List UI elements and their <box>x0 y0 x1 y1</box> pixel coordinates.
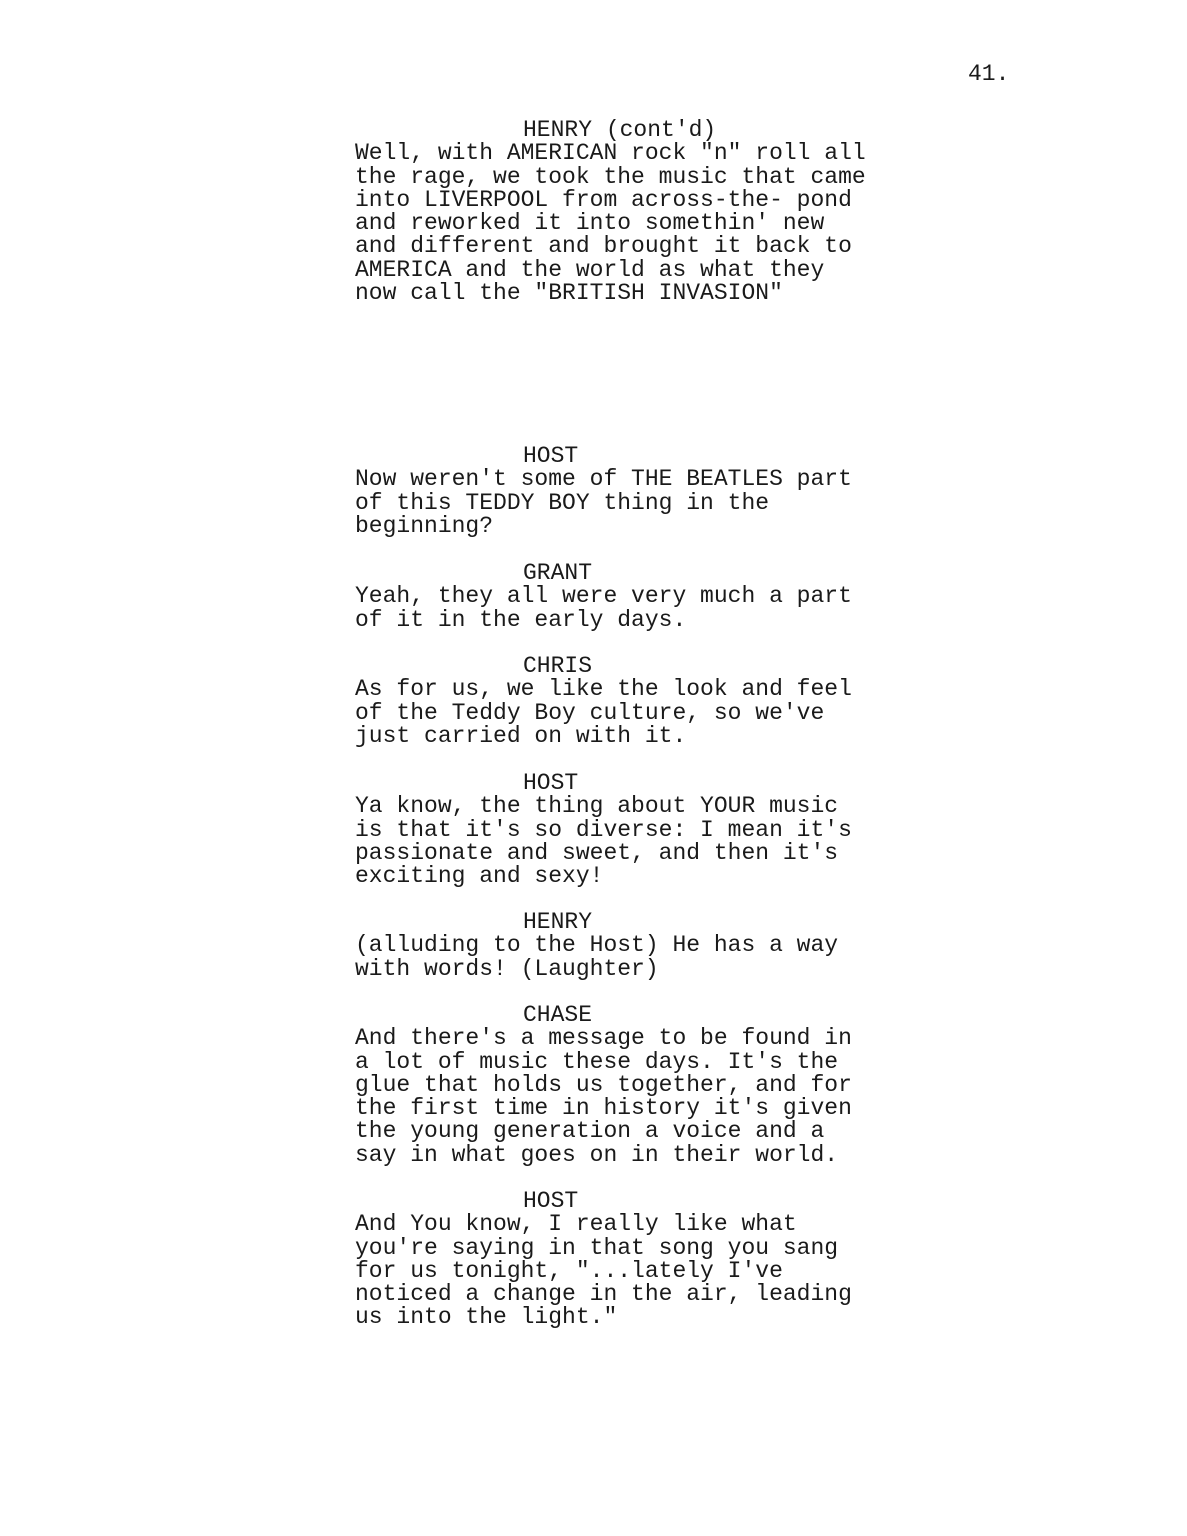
dialogue-line: As for us, we like the look and feel <box>355 676 852 703</box>
dialogue-block <box>355 772 895 888</box>
character-name: HENRY (cont'd) <box>523 117 717 143</box>
dialogue-line: Ya know, the thing about YOUR music <box>355 793 839 820</box>
page-number: 41. <box>968 61 1010 87</box>
dialogue-line: (alluding to the Host) He has a way <box>355 932 839 959</box>
dialogue-line: is that it's so diverse: I mean it's <box>355 816 852 843</box>
dialogue-block <box>355 445 895 538</box>
dialogue-line: of the Teddy Boy culture, so we've <box>355 699 825 726</box>
character-name: CHRIS <box>523 653 593 679</box>
character-name: CHASE <box>523 1002 593 1028</box>
dialogue-line: And You know, I really like what <box>355 1211 797 1238</box>
dialogue-line: a lot of music these days. It's the <box>355 1048 839 1075</box>
dialogue-line: Well, with AMERICAN rock "n" roll all <box>355 140 866 167</box>
dialogue-line: and reworked it into somethin' new <box>355 210 825 237</box>
dialogue-block <box>355 1190 895 1330</box>
character-name: HOST <box>523 443 579 469</box>
character-name: HENRY <box>523 909 593 935</box>
dialogue-block <box>355 655 895 748</box>
dialogue-line: just carried on with it. <box>355 722 687 749</box>
dialogue-block <box>355 119 895 305</box>
dialogue-line: us into the light." <box>355 1304 618 1331</box>
dialogue-line: of this TEDDY BOY thing in the <box>355 489 770 516</box>
dialogue-block <box>355 911 895 981</box>
dialogue-line: with words! (Laughter) <box>355 955 659 982</box>
dialogue-line: you're saying in that song you sang <box>355 1234 839 1261</box>
dialogue-block <box>355 1004 895 1167</box>
dialogue-line: say in what goes on in their world. <box>355 1141 839 1168</box>
dialogue-line: and different and brought it back to <box>355 233 852 260</box>
dialogue-line: passionate and sweet, and then it's <box>355 839 839 866</box>
dialogue-line: beginning? <box>355 512 494 539</box>
dialogue-line: noticed a change in the air, leading <box>355 1281 852 1308</box>
dialogue-line: now call the "BRITISH INVASION" <box>355 280 783 307</box>
dialogue-line: Yeah, they all were very much a part <box>355 583 852 610</box>
dialogue-line: glue that holds us together, and for <box>355 1071 852 1098</box>
character-name: HOST <box>523 770 579 796</box>
dialogue-line: the young generation a voice and a <box>355 1118 825 1145</box>
dialogue-line: AMERICA and the world as what they <box>355 256 825 283</box>
character-name: HOST <box>523 1188 579 1214</box>
dialogue-block <box>355 562 895 632</box>
dialogue-line: for us tonight, "...lately I've <box>355 1257 783 1284</box>
dialogue-line: exciting and sexy! <box>355 863 604 890</box>
dialogue-line: Now weren't some of THE BEATLES part <box>355 466 852 493</box>
dialogue-line: of it in the early days. <box>355 606 687 633</box>
dialogue-line: And there's a message to be found in <box>355 1025 852 1052</box>
dialogue-line: into LIVERPOOL from across-the- pond <box>355 186 852 213</box>
dialogue-line: the first time in history it's given <box>355 1095 852 1122</box>
character-name: GRANT <box>523 560 593 586</box>
dialogue-line: the rage, we took the music that came <box>355 163 866 190</box>
